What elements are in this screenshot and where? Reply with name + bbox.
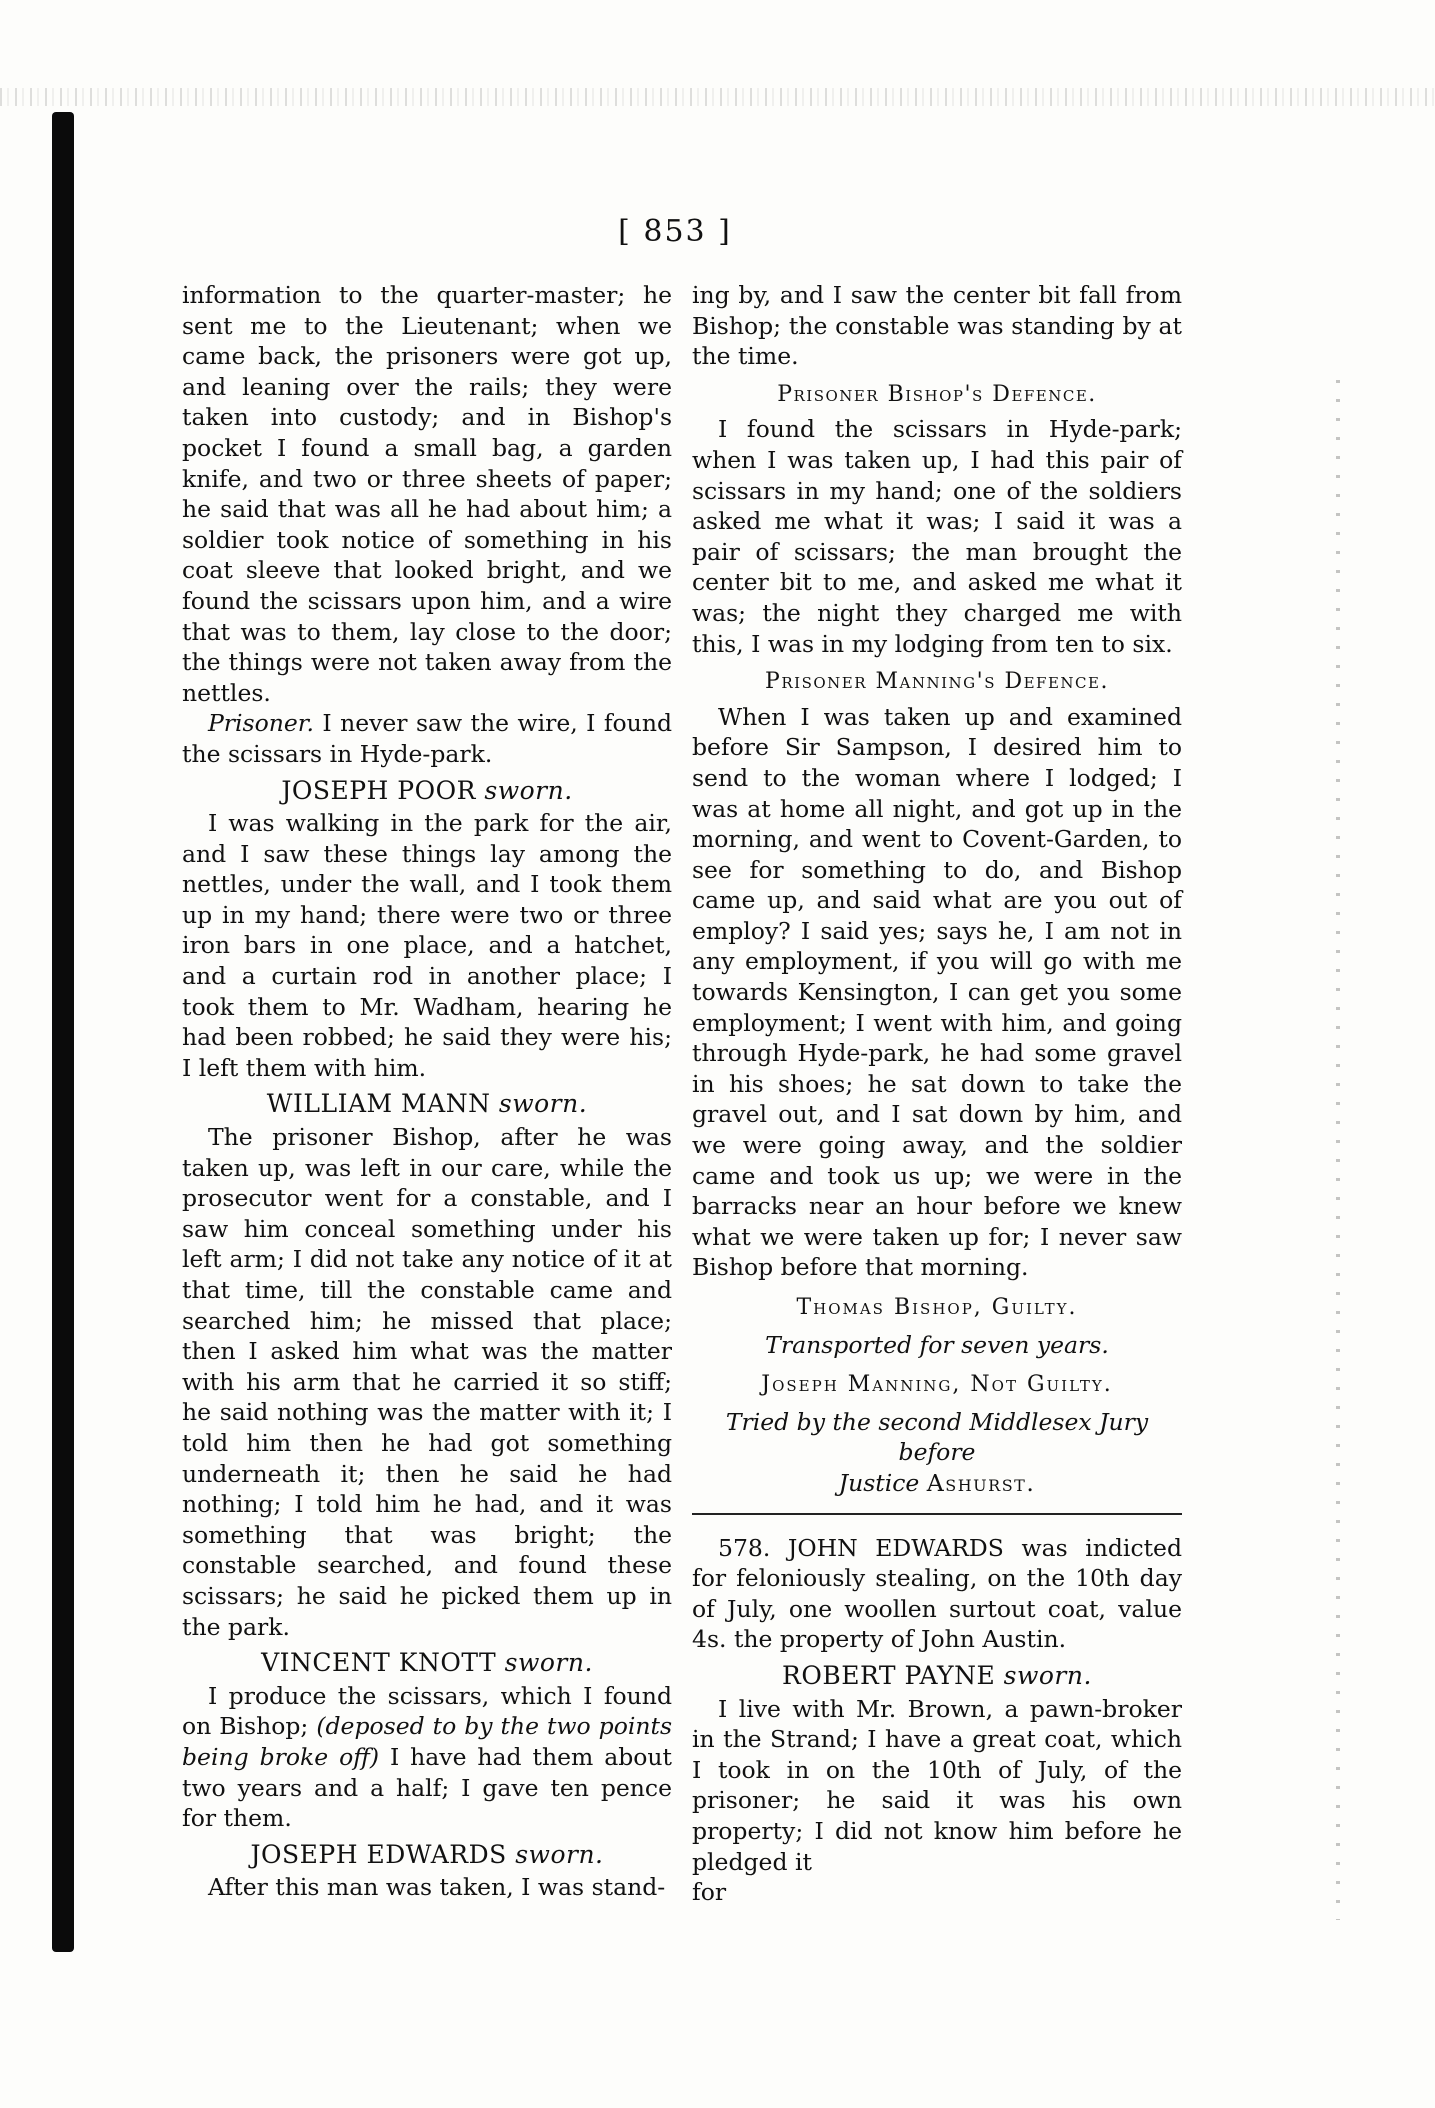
witness-heading: WILLIAM MANN sworn. [266,1089,588,1119]
right-column [692,280,1182,1908]
verdict: Thomas Bishop, Guilty. [796,1295,1078,1320]
trial-note: Tried by the second Middlesex Jury before Justice Ashurst. [725,1407,1149,1497]
sentence: Transported for seven years. [765,1330,1109,1359]
witness-heading: JOSEPH POOR sworn. [281,775,573,805]
verdict: Joseph Manning, Not Guilty. [761,1372,1113,1398]
left-column [182,280,672,1903]
binding-shadow [52,112,74,1952]
paragraph: After this man was taken, I was stand- [208,1873,666,1902]
paragraph: I produce the scissars, which I found on Bishop; (deposed to by the two points being broke off) I have had them about two years and a half; I gave ten pence for them. [182,1681,673,1833]
section-rule [692,1513,1182,1515]
paragraph: Prisoner. I never saw the wire, I found the scissars in Hyde-park. [182,709,672,768]
paragraph: I was walking in the park for the air, and I saw these things lay among the nettles, under the wall, and I took them up in my hand; there were two or three iron bars in one place, and a hatchet, and a curtain rod in another place; I took them to Mr. Wadham, hearing he had been robbed; he said they were his; I left them with him. [182,809,672,1082]
scan-noise-top [0,88,1435,106]
witness-heading: ROBERT PAYNE sworn. [782,1660,1092,1690]
case-paragraph: 578. JOHN EDWARDS was indicted for feloniously stealing, on the 10th day of July, one woollen surtout coat, value 4s. the property of John Austin. [692,1533,1182,1654]
paragraph: The prisoner Bishop, after he was taken up, was left in our care, while the prosecutor went for a constable, and I saw him conceal something under his left arm; I did not take any notice of it at that time, till the constable came and searched him; he missed that place; then I asked him what was the matter with his arm that he carried it so stiff; he said nothing was the matter with it; I told him then he had got something underneath it; then he said he had nothing; I told him he had, and it was something that was bright; the constable searched, and found these scissars; he said he picked them up in the park. [182,1123,672,1641]
paragraph: ing by, and I saw the center bit fall from Bishop; the constable was standing by at the time. [692,281,1182,371]
witness-heading: VINCENT KNOTT sworn. [261,1648,593,1678]
defence-heading: Prisoner Bishop's Defence. [777,381,1097,407]
catchword: for [692,1878,727,1907]
witness-heading: JOSEPH EDWARDS sworn. [250,1839,604,1869]
paragraph: I found the scissars in Hyde-park; when I was taken up, I had this pair of scissars in my hand; one of the soldiers asked me what it was; I said it was a pair of scissars; the man brought the center bit to me, and asked me what it was; the night they charged me with this, I was in my lodging from ten to six. [692,415,1182,658]
paragraph: When I was taken up and examined before Sir Sampson, I desired him to send to the woman where I lodged; I was at home all night, and got up in the morning, and went to Covent-Garden, to see for something to do, and Bishop came up, and said what are you out of employ? I said yes; says he, I am not in any employment, if you will go with me towards Kensington, I can get you some employment; I went with him, and going through Hyde-park, he had some gravel in his shoes; he sat down to take the gravel out, and I sat down by him, and we were going away, and the soldier came and took us up; we were in the barracks near an hour before we knew what we were taken up for; I never saw Bishop before that morning. [692,702,1182,1282]
defence-heading: Prisoner Manning's Defence. [765,669,1109,695]
speaker-label: Prisoner. [208,709,314,738]
scan-noise-right [1336,380,1340,1920]
paragraph: information to the quarter-master; he sent me to the Lieutenant; when we came back, the prisoners were got up, and leaning over the rails; they were taken into custody; and in Bishop's pocket I found a small bag, a garden knife, and two or three sheets of paper; he said that was all he had about him; a soldier took notice of something in his coat sleeve that looked bright, and we found the scissars upon him, and a wire that was to them, lay close to the door; the things were not taken away from the nettles. [182,281,672,707]
page-number: [ 853 ] [618,214,732,249]
paragraph: I live with Mr. Brown, a pawn-broker in the Strand; I have a great coat, which I took in on the 10th of July, of the prisoner; he said it was his own property; I did not know him before he pledged it [692,1694,1182,1876]
